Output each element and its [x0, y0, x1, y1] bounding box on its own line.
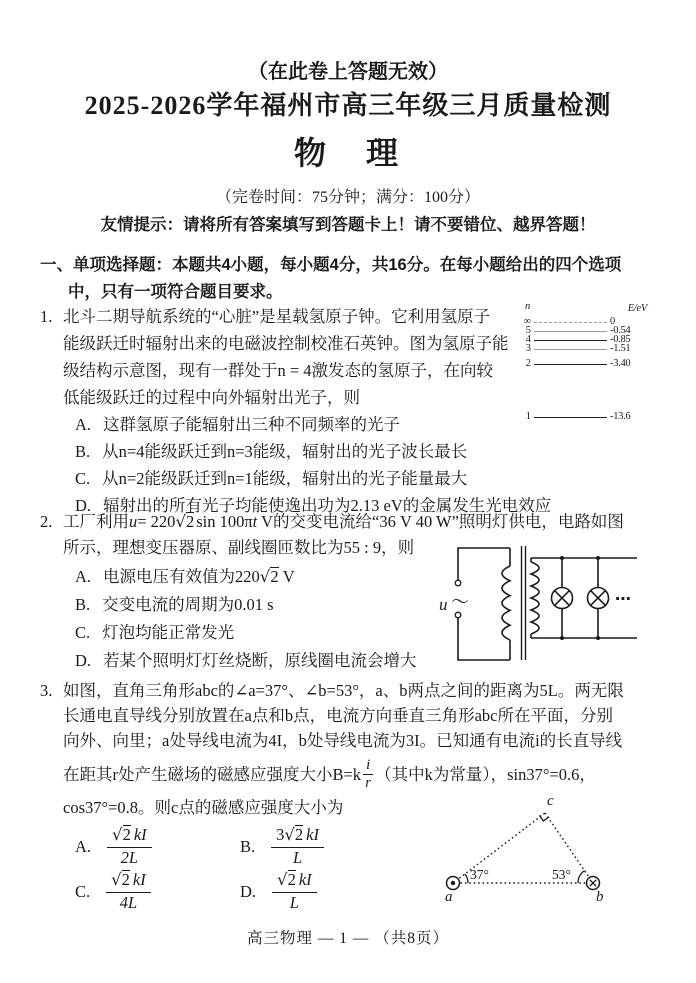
option-label: C.: [75, 469, 91, 488]
level-line: [534, 331, 607, 332]
q2-stem-text: 工厂利用: [63, 512, 129, 531]
hydrogen-energy-level-diagram: [517, 301, 647, 425]
option-label: A.: [75, 415, 92, 434]
energy-level-3: 3 -1.51: [525, 342, 631, 354]
ac-tilde-symbol: ～: [451, 592, 469, 613]
primary-coil: [502, 566, 510, 640]
section-heading: [40, 252, 670, 306]
subject-title: 物 理: [293, 135, 402, 171]
diagram-n-header: n: [525, 301, 531, 312]
lamp1-cross: [555, 591, 570, 606]
option-label: A.: [75, 567, 92, 586]
q1-stem-line1: 北斗二期导航系统的“心脏”是星载氢原子钟。它利用氢原子: [63, 307, 491, 326]
angle-arc-a: [465, 874, 468, 883]
transformer-circuit-figure: [435, 536, 687, 666]
level-line: [534, 322, 607, 323]
secondary-coil: [531, 562, 539, 634]
level-line: [534, 417, 607, 418]
section-heading-line1: 一、单项选择题：本题共4小题，每小题4分，共16分。在每小题给出的四个选项: [40, 256, 622, 274]
junction-dots: [560, 556, 600, 640]
level-line: [534, 364, 607, 365]
question-1: [40, 303, 552, 519]
source-terminal-top: [455, 580, 461, 586]
q3-stem-line5: cos37°=0.8。则c点的磁感应强度大小为: [63, 798, 344, 817]
wire-a-out-of-page: [447, 877, 460, 890]
option-label: D.: [75, 496, 92, 515]
var-t: t: [252, 512, 258, 531]
q3-option-c: [63, 870, 228, 913]
q1-stem-line4: 低能级跃迁的过程中向外辐射出光子，则: [63, 388, 360, 407]
fraction-i-over-r: i r: [363, 757, 373, 791]
lamp2-cross: [591, 591, 606, 606]
option-formula: $\frac{√2 kI}{2L}$: [107, 825, 152, 868]
page-footer: 高三物理 — 1 — （共8页）: [246, 930, 449, 947]
q1-stem-line3: 级结构示意图，现有一群处于n = 4激发态的氢原子，在向较: [63, 361, 494, 380]
q3-stem-line2: 长通电直导线分别放置在a点和b点，电流方向垂直三角形abc所在平面，分别: [63, 706, 613, 725]
friendly-tip: 友情提示：请将所有答案填写到答题卡上！请不要错位、越界答题！: [100, 216, 596, 234]
option-text: 交变电流的周期为0.01 s: [102, 595, 274, 614]
q3-stem-line3: 向外、向里；a处导线电流为4I，b处导线电流为3I。已知通有电流i的长直导线: [63, 731, 623, 750]
option-text: V: [278, 567, 295, 586]
source-terminal-bottom: [455, 612, 461, 618]
q3-option-d: [228, 870, 393, 913]
option-label: C.: [75, 882, 91, 901]
right-triangle-figure: [435, 793, 680, 915]
label-a: a: [445, 889, 453, 905]
option-text: 若某个照明灯灯丝烧断，原线圈电流会增大: [103, 651, 417, 670]
energy-level-2: 2 -3.40: [525, 357, 631, 369]
q1-option-b: [63, 438, 551, 465]
question-3-number: 3.: [40, 681, 53, 700]
option-label: B.: [75, 595, 91, 614]
label-b: b: [596, 889, 604, 905]
q1-option-c: [63, 465, 551, 492]
angle-arc-b: [578, 871, 585, 883]
section-heading-line2: 中，只有一项符合题目要求。: [68, 283, 283, 301]
energy-level-1: 1 -13.6: [525, 410, 631, 422]
q1-option-a: [63, 411, 551, 438]
label-angle-a: 37°: [470, 867, 489, 882]
label-c: c: [547, 793, 554, 809]
option-text: 电源电压有效值为220: [103, 567, 260, 586]
option-formula: $\frac{√2 kI}{L}$: [272, 870, 317, 913]
label-angle-b: 53°: [552, 867, 571, 882]
q1-stem-line2: 能级跃迁时辐射出来的电磁波控制校准石英钟。图为氢原子能: [63, 334, 509, 353]
level-line: [534, 340, 607, 341]
option-text: 从n=2能级跃迁到n=1能级，辐射出的光子能量最大: [102, 469, 468, 488]
figure-labels: [445, 793, 604, 905]
energy-level-infinity: ∞ 0: [523, 315, 615, 327]
q2-stem-text: sin 100π: [196, 512, 253, 531]
option-label: B.: [240, 837, 256, 856]
question-2-number: 2.: [40, 512, 53, 531]
option-formula: $\frac{√2 kI}{4L}$: [106, 870, 151, 913]
option-text: 从n=4能级跃迁到n=3能级，辐射出的光子波长最长: [102, 442, 468, 461]
dot-symbol: [451, 881, 455, 885]
more-lamps-ellipsis: ⋯: [615, 589, 631, 608]
option-label: C.: [75, 623, 91, 642]
q3-option-a: [63, 825, 228, 868]
level-line: [534, 349, 607, 350]
option-text: 这群氢原子能辐射出三种不同频率的光子: [103, 415, 401, 434]
option-text: 灯泡均能正常发光: [102, 623, 235, 642]
energy-level-4: 4 -0.85: [525, 333, 631, 345]
wire-b-into-page: [587, 877, 600, 890]
diagram-energy-header: E/eV: [627, 303, 647, 314]
energy-level-5: 5 -0.54: [525, 324, 631, 336]
var-u: u: [129, 512, 138, 531]
q2-stem-text: = 220: [137, 512, 176, 531]
option-label: A.: [75, 837, 92, 856]
question-1-number: 1.: [40, 307, 53, 326]
invalid-answer-notice: （在此卷上答题无效）: [248, 61, 448, 83]
transformer-core: [522, 546, 526, 660]
option-label: D.: [75, 651, 92, 670]
exam-title: 2025-2026学年福州市高三年级三月质量检测: [84, 91, 612, 120]
option-label: D.: [240, 882, 257, 901]
q3-option-b: [228, 825, 393, 868]
sqrt-expression: √2: [259, 567, 279, 586]
q3-stem-line1: 如图，直角三角形abc的∠a=37°、∠b=53°，a、b两点之间的距离为5L。两无限: [63, 681, 624, 700]
exam-meta: （完卷时间：75分钟；满分：100分）: [215, 189, 480, 206]
option-text: 辐射出的所有光子均能使逸出功为2.13 eV的金属发生光电效应: [103, 496, 552, 515]
q3-stem-text: （其中k为常量），sin37°=0.6，: [375, 764, 596, 784]
q2-stem-line2: 所示，理想变压器原、副线圈匝数比为55 : 9，则: [63, 538, 415, 557]
q2-stem-text: V的交变电流给“36 V 40 W”照明灯供电，电路如图: [257, 512, 624, 531]
sqrt-expression: √2: [175, 512, 195, 531]
option-label: B.: [75, 442, 91, 461]
q3-stem-text: 在距其r处产生磁场的磁感应强度大小B=k: [63, 764, 362, 784]
q3-stem-line4: [63, 753, 624, 795]
source-label-u: u: [439, 595, 448, 614]
option-formula: $\frac{3√2 kI}{L}$: [271, 825, 324, 868]
